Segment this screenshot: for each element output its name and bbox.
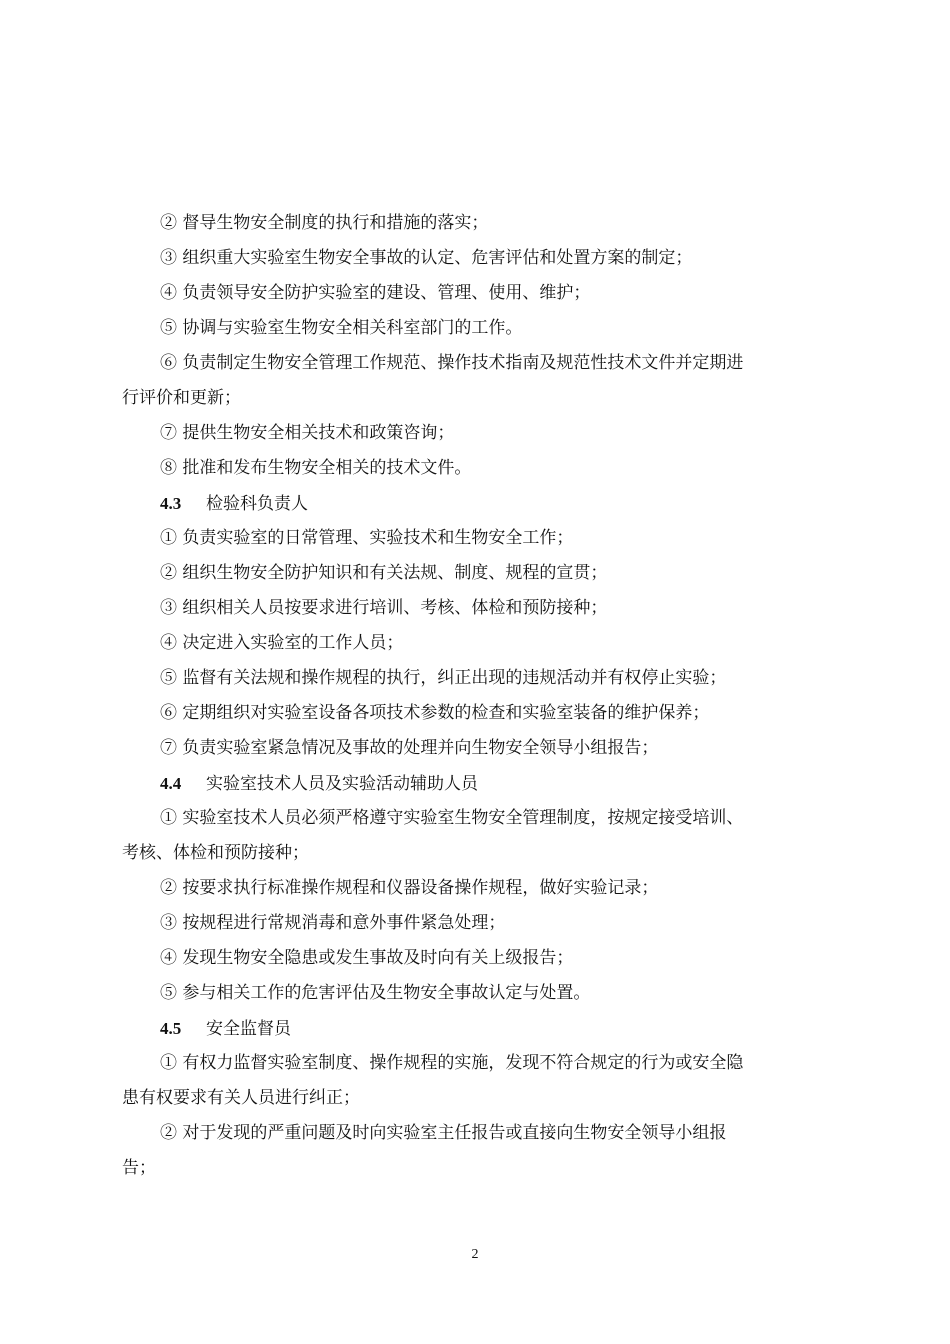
list-item: ④ 负责领导安全防护实验室的建设、管理、使用、维护；	[160, 283, 591, 303]
list-item-continuation: 行评价和更新；	[122, 388, 241, 408]
list-item: ④ 发现生物安全隐患或发生事故及时向有关上级报告；	[160, 948, 574, 968]
section-title: 安全监督员	[206, 1019, 291, 1039]
list-item: ① 有权力监督实验室制度、操作规程的实施，发现不符合规定的行为或安全隐	[160, 1053, 744, 1073]
list-item: ② 按要求执行标准操作规程和仪器设备操作规程，做好实验记录；	[160, 878, 659, 898]
list-item: ② 对于发现的严重问题及时向实验室主任报告或直接向生物安全领导小组报	[160, 1123, 727, 1143]
list-item: ⑦ 提供生物安全相关技术和政策咨询；	[160, 423, 455, 443]
list-item: ① 实验室技术人员必须严格遵守实验室生物安全管理制度，按规定接受培训、	[160, 808, 744, 828]
page-number: 2	[471, 1247, 479, 1262]
list-item: ⑧ 批准和发布生物安全相关的技术文件。	[160, 458, 472, 478]
list-item: ② 督导生物安全制度的执行和措施的落实；	[160, 213, 489, 233]
list-item: ⑤ 参与相关工作的危害评估及生物安全事故认定与处置。	[160, 983, 591, 1003]
list-item: ⑤ 监督有关法规和操作规程的执行，纠正出现的违规活动并有权停止实验；	[160, 668, 727, 688]
list-item: ⑥ 负责制定生物安全管理工作规范、操作技术指南及规范性技术文件并定期进	[160, 353, 744, 373]
section-number: 4.4	[160, 774, 182, 793]
list-item: ⑥ 定期组织对实验室设备各项技术参数的检查和实验室装备的维护保养；	[160, 703, 710, 723]
section-heading-4-4	[122, 766, 832, 801]
list-item: ③ 组织相关人员按要求进行培训、考核、体检和预防接种；	[160, 598, 608, 618]
list-item: ① 负责实验室的日常管理、实验技术和生物安全工作；	[160, 528, 574, 548]
list-item: ⑤ 协调与实验室生物安全相关科室部门的工作。	[160, 318, 523, 338]
list-item: ③ 组织重大实验室生物安全事故的认定、危害评估和处置方案的制定；	[160, 248, 693, 268]
section-number: 4.3	[160, 494, 182, 513]
list-item: ② 组织生物安全防护知识和有关法规、制度、规程的宣贯；	[160, 563, 608, 583]
list-item-continuation: 考核、体检和预防接种；	[122, 843, 309, 863]
section-number: 4.5	[160, 1019, 182, 1038]
list-item-continuation: 患有权要求有关人员进行纠正；	[122, 1088, 360, 1108]
list-item: ④ 决定进入实验室的工作人员；	[160, 633, 404, 653]
section-heading-4-3	[122, 486, 832, 521]
section-title: 检验科负责人	[206, 494, 308, 514]
section-heading-4-5	[122, 1011, 832, 1046]
list-item-continuation: 告；	[122, 1158, 156, 1178]
section-title: 实验室技术人员及实验活动辅助人员	[206, 774, 478, 794]
document-body	[122, 206, 832, 1186]
list-item: ③ 按规程进行常规消毒和意外事件紧急处理；	[160, 913, 506, 933]
list-item: ⑦ 负责实验室紧急情况及事故的处理并向生物安全领导小组报告；	[160, 738, 659, 758]
